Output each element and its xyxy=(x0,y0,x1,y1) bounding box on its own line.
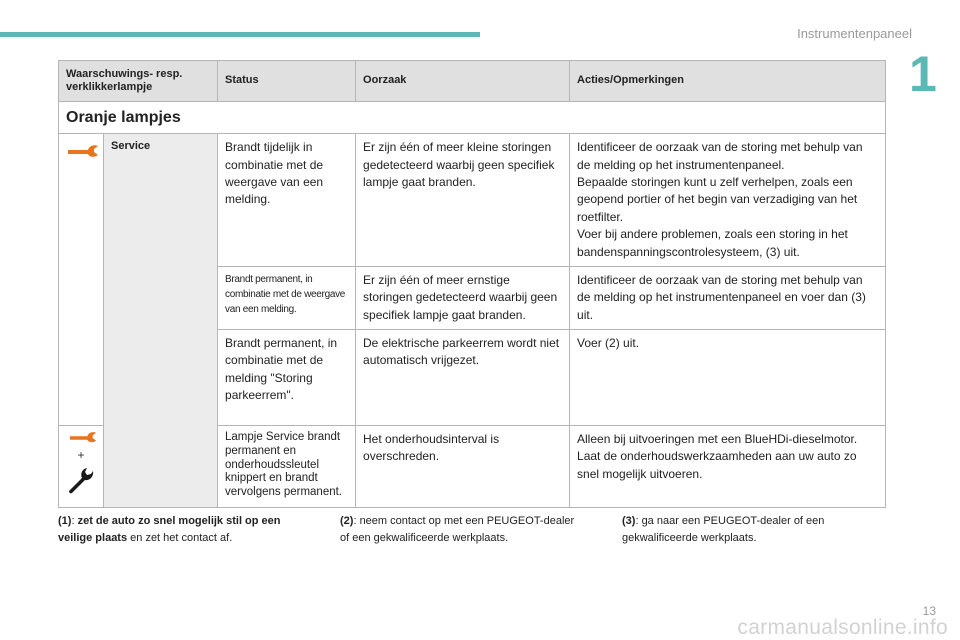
status-cell: Brandt permanent, in combinatie met de melding "Storing parkeerrem". xyxy=(218,330,356,426)
group-row xyxy=(59,102,886,134)
footnote-number: (1) xyxy=(58,515,72,527)
actie-line: Identificeer de oorzaak van de storing met behulp van de melding op het instrumentenpaneel. xyxy=(577,140,863,172)
lamp-cell xyxy=(59,426,104,508)
chapter-number: 1 xyxy=(909,46,937,102)
oorzaak-cell: Het onderhoudsinterval is overschreden. xyxy=(356,426,570,508)
acties-cell: Identificeer de oorzaak van de storing met behulp van de melding op het instrumentenpaneel en voer dan (3) uit. xyxy=(570,266,886,329)
footnote-3 xyxy=(622,513,872,547)
actie-line: Laat de onderhoudswerkzaamheden aan uw auto zo snel mogelijk uitvoeren. xyxy=(577,449,857,481)
plus-sign: + xyxy=(77,448,85,463)
col-header-status: Status xyxy=(218,61,356,102)
warning-lights-table xyxy=(58,60,886,508)
actie-line: Voer bij andere problemen, zoals een storing in het bandenspanningscontrolesysteem, (3) uit. xyxy=(577,227,848,259)
accent-bar xyxy=(0,32,480,37)
status-cell: Brandt permanent, in combinatie met de weergave van een melding. xyxy=(218,266,356,329)
status-label-cell: Service xyxy=(104,134,218,508)
table-row xyxy=(59,134,886,267)
col-header-acties: Acties/Opmerkingen xyxy=(570,61,886,102)
footnote-text: : ga naar een PEUGEOT-dealer of een gekwalificeerde werkplaats. xyxy=(622,515,825,545)
wrench-icon xyxy=(66,144,100,160)
col-header-lamp: Waarschuwings- resp. verklikkerlampje xyxy=(59,61,218,102)
wrench-icon xyxy=(66,431,100,445)
page-number: 13 xyxy=(922,604,936,618)
footnote-text: : neem contact op met een PEUGEOT-dealer of een gekwalificeerde werkplaats. xyxy=(340,515,575,545)
acties-cell: Voer (2) uit. xyxy=(570,330,886,426)
service-wrench-icon xyxy=(66,466,96,494)
col-header-oorzaak: Oorzaak xyxy=(356,61,570,102)
oorzaak-cell: Er zijn één of meer kleine storingen gedetecteerd waarbij geen specifiek lampje gaat branden. xyxy=(356,134,570,267)
acties-cell xyxy=(570,134,886,267)
status-cell: Brandt tijdelijk in combinatie met de weergave van een melding. xyxy=(218,134,356,267)
footnote-1: (1): zet de auto zo snel mogelijk stil op een veilige plaats en zet het contact af. xyxy=(58,515,281,545)
actie-line: Alleen bij uitvoeringen met een BlueHDi-dieselmotor. xyxy=(577,432,858,447)
status-cell: Lampje Service brandt permanent en onderhoudssleutel knippert en brandt vervolgens permanent. xyxy=(218,426,356,508)
group-title: Oranje lampjes xyxy=(59,102,886,134)
actie-line: Bepaalde storingen kunt u zelf verhelpen, zoals een geopend portier of het begin van verzadiging van het roetfilter. xyxy=(577,174,858,224)
oorzaak-cell: De elektrische parkeerrem wordt niet automatisch vrijgezet. xyxy=(356,330,570,426)
footnote-number: (2) xyxy=(340,515,354,527)
lamp-cell xyxy=(59,134,104,426)
footnote-2 xyxy=(340,513,585,547)
acties-cell xyxy=(570,426,886,508)
footnote-number: (3) xyxy=(622,515,636,527)
table-header-row xyxy=(59,61,886,102)
watermark: carmanualsonline.info xyxy=(737,616,948,639)
section-title: Instrumentenpaneel xyxy=(797,26,912,41)
oorzaak-cell: Er zijn één of meer ernstige storingen gedetecteerd waarbij geen specifiek lampje gaat branden. xyxy=(356,266,570,329)
footnote-bold: zet de auto zo snel mogelijk stil op een veilige plaats xyxy=(58,515,281,545)
footnote-text: en zet het contact af. xyxy=(127,532,233,545)
